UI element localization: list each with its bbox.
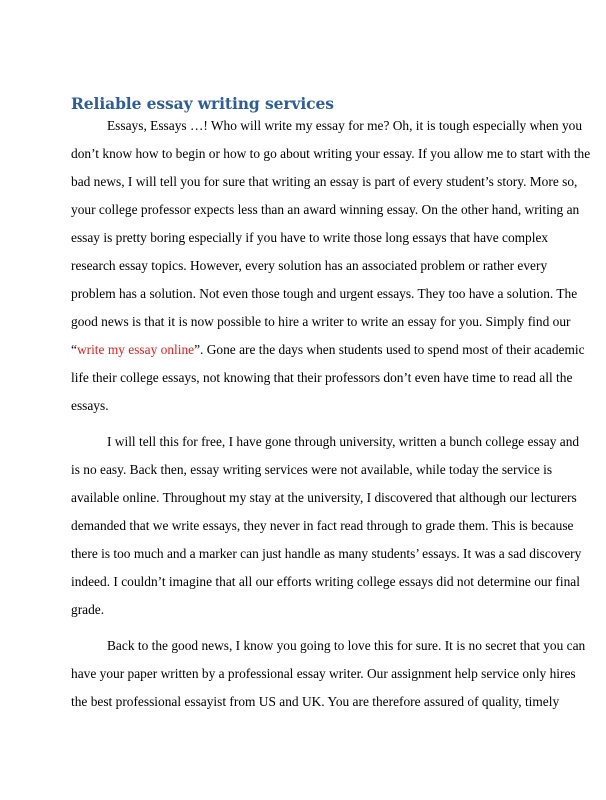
paragraph-2-line-1: I will tell this for free, I have gone through university, written a bunch college essay and xyxy=(107,434,580,449)
paragraph-1-line-1: Essays, Essays …! Who will write my essay for me? Oh, it is tough especially when you xyxy=(107,118,583,133)
paragraph-3-line-3: the best professional essayist from US and UK. You are therefore assured of quality, timely xyxy=(71,694,560,709)
paragraph-2-line-6: indeed. I couldn’t imagine that all our efforts writing college essays did not determine our final xyxy=(71,574,580,589)
paragraph-2-line-3: available online. Throughout my stay at the university, I discovered that although our lecturers xyxy=(71,490,577,505)
paragraph-1-line-9 xyxy=(71,342,585,358)
paragraph-2-line-7: grade. xyxy=(71,602,105,617)
document-heading: Reliable essay writing services xyxy=(71,94,334,113)
paragraph-1-line-7: problem has a solution. Not even those tough and urgent essays. They too have a solution. The xyxy=(71,286,578,301)
paragraph-3-line-2: have your paper written by a professional essay writer. Our assignment help service only hires xyxy=(71,666,576,681)
line-9-rest: ”. Gone are the days when students used to spend most of their academic xyxy=(194,342,585,357)
paragraph-1-line-5: essay is pretty boring especially if you have to write those long essays that have complex xyxy=(71,230,549,245)
paragraph-1-line-4: your college professor expects less than an award winning essay. On the other hand, writing an xyxy=(71,202,580,217)
paragraph-1-line-10: life their college essays, not knowing that their professors don’t even have time to read all the xyxy=(71,370,573,385)
paragraph-1-line-2: don’t know how to begin or how to go about writing your essay. If you allow me to start with the xyxy=(71,146,591,161)
paragraph-1-line-6: research essay topics. However, every solution has an associated problem or rather every xyxy=(71,258,548,273)
paragraph-1-line-8: good news is that it is now possible to hire a writer to write an essay for you. Simply find our xyxy=(71,314,571,329)
paragraph-1-line-11: essays. xyxy=(71,398,109,413)
write-my-essay-online-link[interactable]: write my essay online xyxy=(76,342,195,357)
paragraph-2-line-4: demanded that we write essays, they never in fact read through to grade them. This is because xyxy=(71,518,574,533)
paragraph-2-line-5: there is too much and a marker can just handle as many students’ essays. It was a sad discovery xyxy=(71,546,582,561)
paragraph-1-line-3: bad news, I will tell you for sure that writing an essay is part of every student’s story. More so, xyxy=(71,174,578,189)
paragraph-3-line-1: Back to the good news, I know you going to love this for sure. It is no secret that you can xyxy=(107,638,586,653)
open-quote: “ xyxy=(71,342,77,357)
paragraph-2-line-2: is no easy. Back then, essay writing services were not available, while today the service is xyxy=(71,462,553,477)
